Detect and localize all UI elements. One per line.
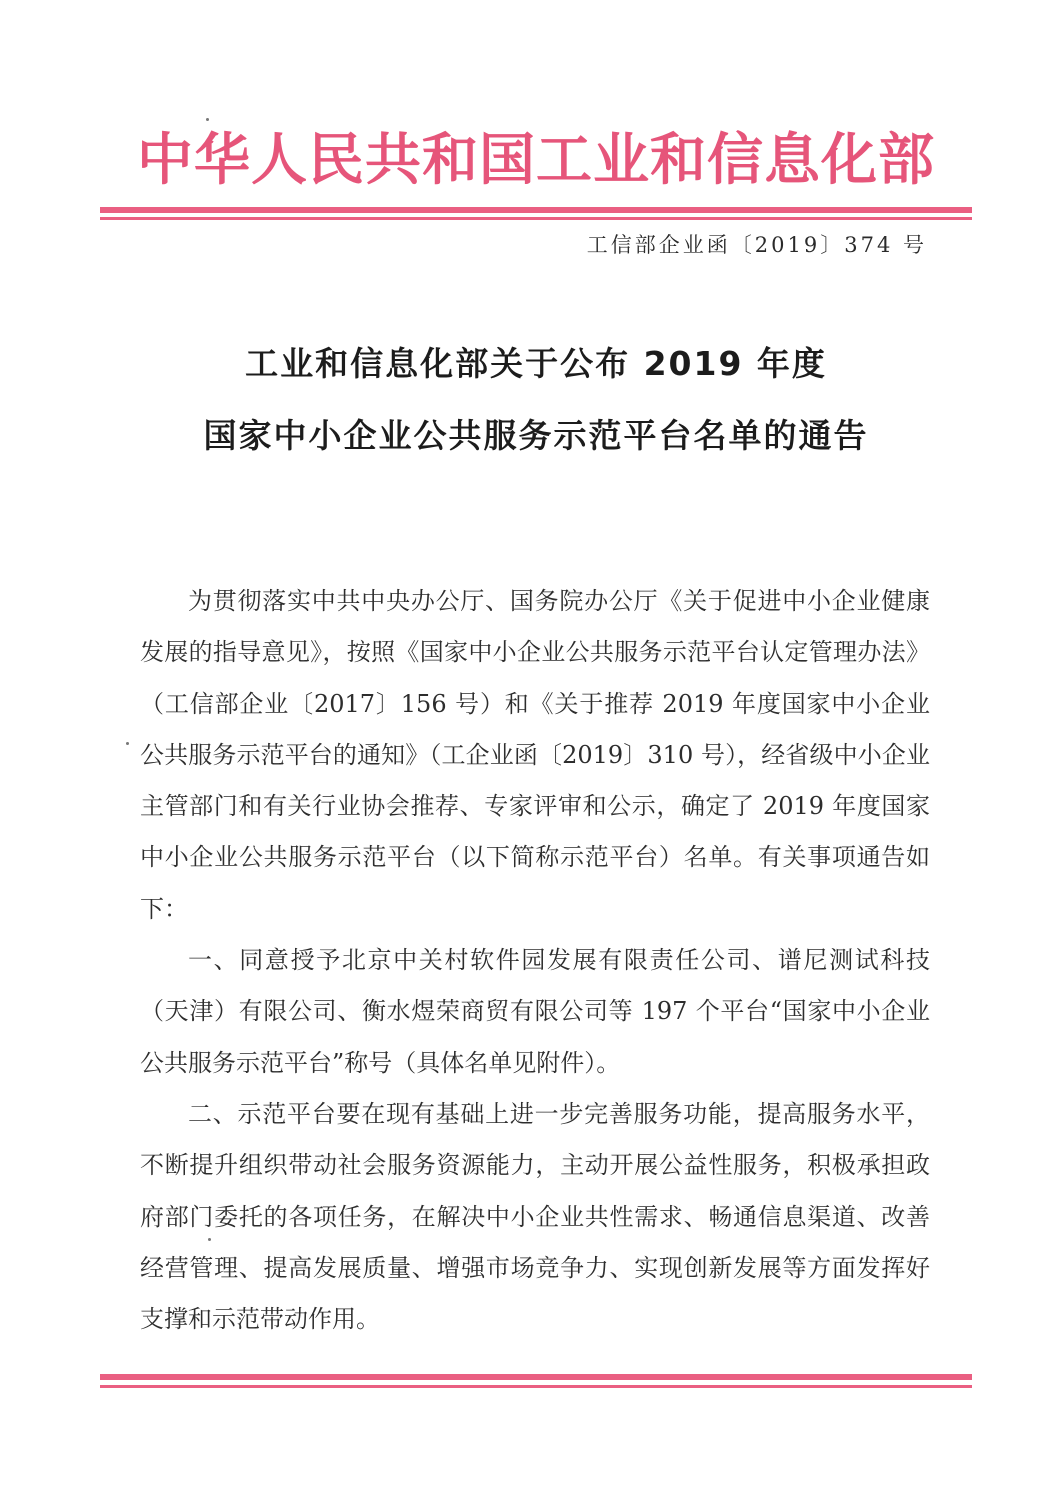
document-number: 工信部企业函〔2019〕374 号 (586, 233, 927, 257)
body-paragraph-item-2: 二、示范平台要在现有基础上进一步完善服务功能，提高服务水平，不断提升组织带动社会服务资源能力，主动开展公益性服务，积极承担政府部门委托的各项任务，在解决中小企业共性需求、畅通信息渠道、改善经营管理、提高发展质量、增强市场竞争力、实现创新发展等方面发挥好支撑和示范带动作用。 (140, 1099, 930, 1334)
document-body (140, 576, 930, 1345)
body-paragraph-intro: 为贯彻落实中共中央办公厅、国务院办公厅《关于促进中小企业健康发展的指导意见》，按照《国家中小企业公共服务示范平台认定管理办法》（工信部企业〔2017〕156 号）和《关于推荐 2019 年度国家中小企业公共服务示范平台的通知》（工企业函〔2019〕310 号），经省级中小企业主管部门和有关行业协会推荐、专家评审和公示，确定了 2019 年度国家中小企业公共服务示范平台（以下简称示范平台）名单。有关事项通告如下： (140, 587, 930, 923)
letterhead-divider-thin (100, 217, 972, 220)
scan-speck (206, 118, 209, 121)
footer-divider-thin (100, 1385, 972, 1388)
letterhead-divider-thick (100, 207, 972, 213)
body-paragraph-item-1: 一、同意授予北京中关村软件园发展有限责任公司、谱尼测试科技（天津）有限公司、衡水煜荣商贸有限公司等 197 个平台“国家中小企业公共服务示范平台”称号（具体名单见附件）。 (140, 946, 930, 1077)
footer-divider-thick (100, 1374, 972, 1380)
scan-speck (126, 742, 129, 745)
scan-speck (208, 1238, 211, 1241)
letterhead-title: 中华人民共和国工业和信息化部 (137, 128, 935, 193)
document-title-line-1: 工业和信息化部关于公布 2019 年度 (245, 344, 827, 383)
document-title-line-2: 国家中小企业公共服务示范平台名单的通告 (203, 416, 869, 455)
